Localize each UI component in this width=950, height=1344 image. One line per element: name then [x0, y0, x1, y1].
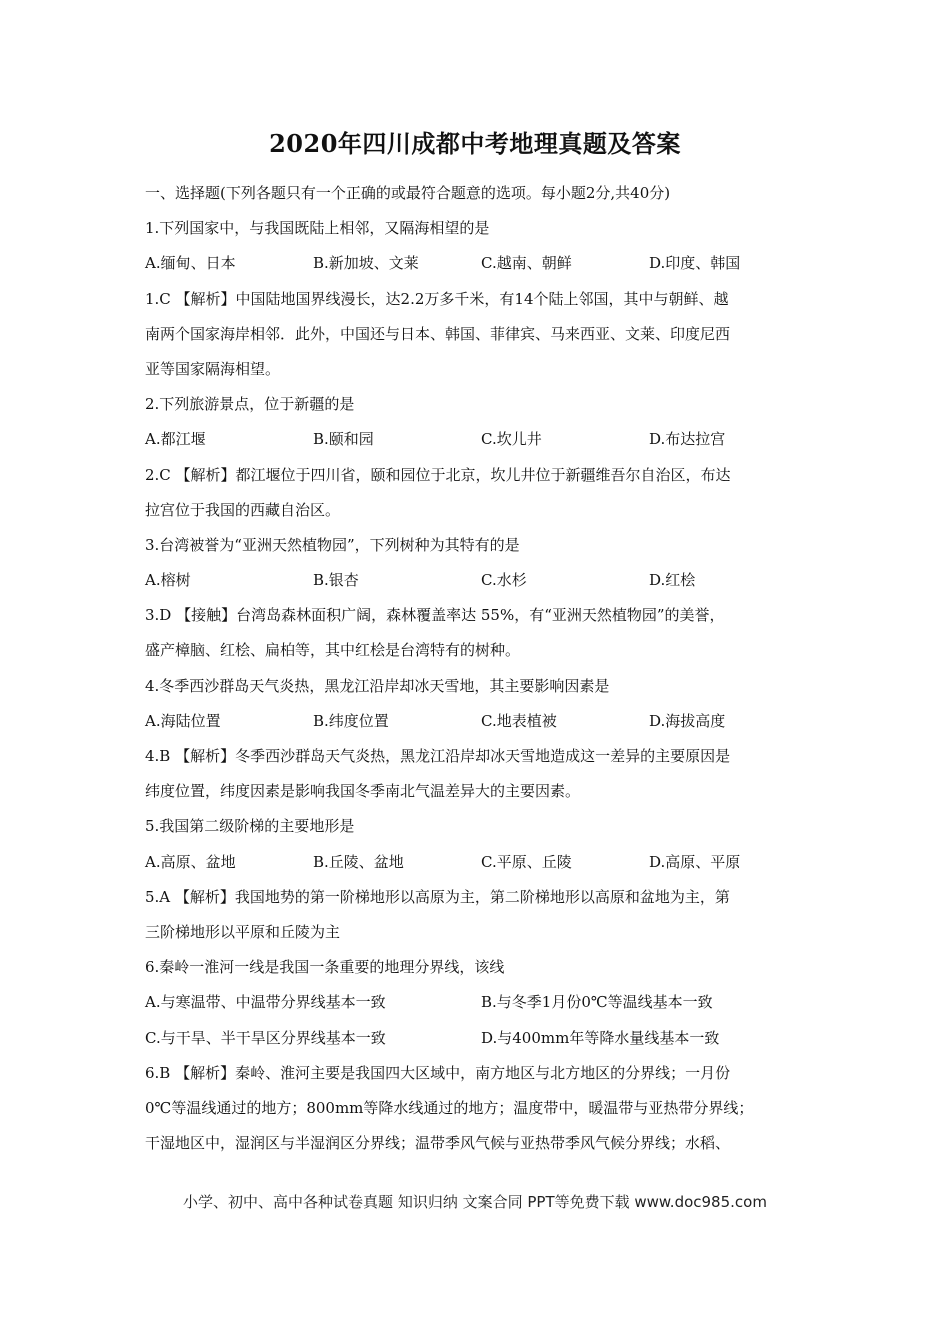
option-d: D.海拔高度 — [649, 711, 726, 730]
question-5-options — [145, 845, 817, 880]
option-b: B.颐和园 — [313, 430, 374, 449]
answer-1-line: 南两个国家海岸相邻．此外，中国还与日本、韩国、菲律宾、马来西亚、文莱、印度尼西 — [145, 324, 731, 343]
option-d: D.红桧 — [649, 571, 696, 590]
question-3-stem: 3.台湾被誉为“亚洲天然植物园”，下列树种为其特有的是 — [145, 535, 520, 554]
option-c: C.地表植被 — [481, 711, 557, 730]
answer-1-line: 亚等国家隔海相望。 — [145, 359, 281, 378]
answer-5-line: 5.A 【解析】我国地势的第一阶梯地形以高原为主，第二阶梯地形以高原和盆地为主，第 — [145, 887, 730, 906]
answer-6-line: 干湿地区中，湿润区与半湿润区分界线；温带季风气候与亚热带季风气候分界线；水稻、 — [145, 1134, 731, 1153]
option-b: B.丘陵、盆地 — [313, 852, 404, 871]
answer-4-line: 4.B 【解析】冬季西沙群岛天气炎热，黑龙江沿岸却冰天雪地造成这一差异的主要原因是 — [145, 747, 731, 765]
question-4-options — [145, 704, 817, 739]
page-footer: 小学、初中、高中各种试卷真题 知识归纳 文案合同 PPT等免费下载 www.doc985.com — [183, 1193, 767, 1211]
answer-6-line: 0℃等温线通过的地方；800mm等降水线通过的地方；温度带中，暖温带与亚热带分界线； — [145, 1098, 754, 1117]
option-b: B.纬度位置 — [313, 711, 389, 730]
answer-2-line: 2.C 【解析】都江堰位于四川省，颐和园位于北京，坎儿井位于新疆维吾尔自治区，布达 — [145, 465, 731, 484]
option-c: C.越南、朝鲜 — [481, 254, 572, 273]
answer-1-line: 1.C 【解析】中国陆地国界线漫长，达2.2万多千米，有14个陆上邻国，其中与朝鲜、越 — [145, 289, 729, 308]
question-4-stem: 4.冬季西沙群岛天气炎热，黑龙江沿岸却冰天雪地，其主要影响因素是 — [145, 676, 610, 695]
option-d: D.与400mm年等降水量线基本一致 — [481, 1028, 720, 1047]
option-a: A.都江堰 — [145, 430, 206, 449]
answer-5-line: 三阶梯地形以平原和丘陵为主 — [145, 922, 341, 941]
answer-4-line: 纬度位置，纬度因素是影响我国冬季南北气温差异大的主要因素。 — [145, 782, 581, 801]
answer-3-line: 盛产樟脑、红桧、扁柏等，其中红桧是台湾特有的树种。 — [145, 641, 521, 660]
question-6-stem: 6.秦岭一淮河一线是我国一条重要的地理分界线，该线 — [145, 958, 505, 977]
option-b: B.与冬季1月份0℃等温线基本一致 — [481, 993, 713, 1012]
option-c: C.水杉 — [481, 571, 527, 590]
option-a: A.海陆位置 — [145, 711, 221, 730]
option-c: C.与干旱、半干旱区分界线基本一致 — [145, 1028, 386, 1047]
option-d: D.布达拉宫 — [649, 430, 726, 449]
answer-2-line: 拉宫位于我国的西藏自治区。 — [145, 500, 341, 519]
option-a: A.高原、盆地 — [145, 852, 236, 871]
question-2-stem: 2.下列旅游景点，位于新疆的是 — [145, 395, 355, 414]
option-c: C.坎儿井 — [481, 430, 542, 449]
document-body — [145, 176, 817, 1161]
document-title: 2020年四川成都中考地理真题及答案 — [269, 129, 681, 158]
option-a: A.与寒温带、中温带分界线基本一致 — [145, 993, 386, 1012]
option-b: B.新加坡、文莱 — [313, 254, 419, 273]
question-3-options — [145, 563, 817, 598]
option-d: D.印度、韩国 — [649, 254, 741, 273]
option-a: A.榕树 — [145, 571, 191, 590]
question-1-stem: 1.下列国家中，与我国既陆上相邻，又隔海相望的是 — [145, 219, 490, 238]
question-1-options — [145, 246, 817, 281]
question-5-stem: 5.我国第二级阶梯的主要地形是 — [145, 817, 355, 836]
question-6-options-row-1 — [145, 985, 817, 1020]
option-c: C.平原、丘陵 — [481, 852, 572, 871]
option-b: B.银杏 — [313, 571, 359, 590]
question-6-options-row-2 — [145, 1021, 817, 1056]
answer-6-line: 6.B 【解析】秦岭、淮河主要是我国四大区域中，南方地区与北方地区的分界线；一月份 — [145, 1063, 731, 1082]
question-2-options — [145, 422, 817, 457]
section-heading: 一、选择题(下列各题只有一个正确的或最符合题意的选项。每小题2分,共40分) — [145, 184, 671, 202]
option-d: D.高原、平原 — [649, 852, 741, 871]
answer-3-line: 3.D 【接触】台湾岛森林面积广阔，森林覆盖率达 55%，有“亚洲天然植物园”的美誉， — [145, 606, 725, 625]
option-a: A.缅甸、日本 — [145, 254, 236, 273]
